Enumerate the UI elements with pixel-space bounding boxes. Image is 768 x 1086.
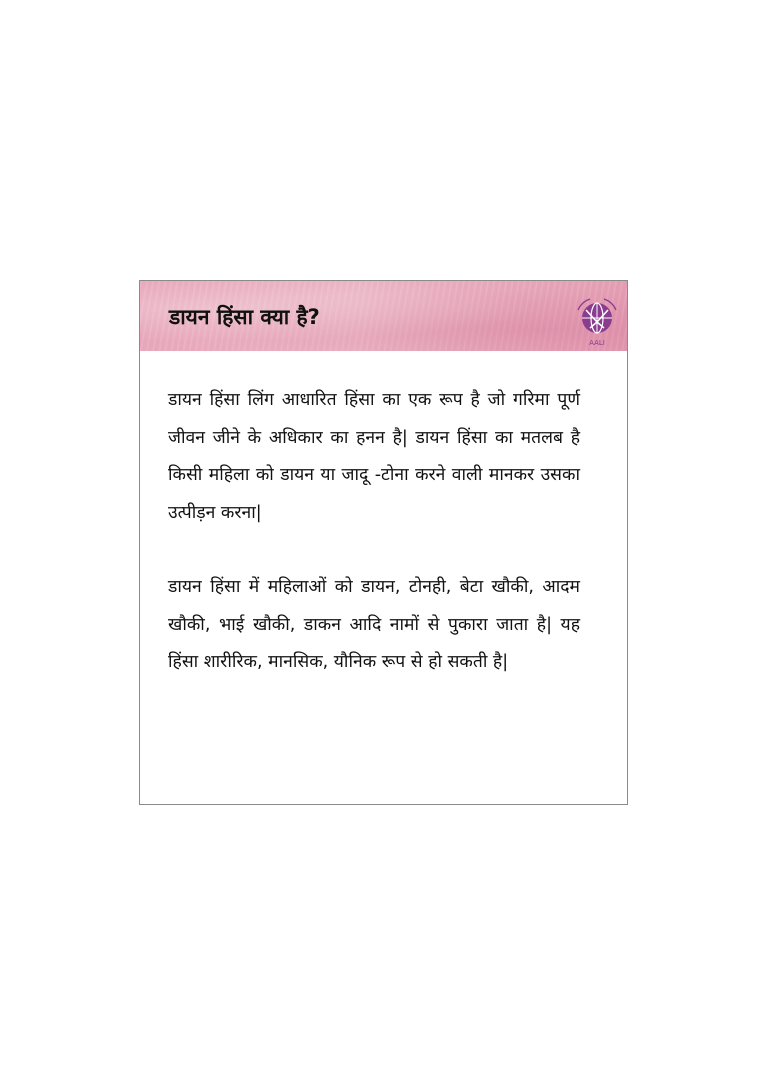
card-title: डायन हिंसा क्या है?	[169, 305, 320, 329]
paragraph-names: डायन हिंसा में महिलाओं को डायन, टोनही, बेटा खौकी, आदम खौकी, भाई खौकी, डाकन आदि नामों से पुकारा जाता है| यह हिंसा शारीरिक, मानसिक, यौनिक रूप से हो सकती है|	[168, 577, 580, 672]
card-body	[168, 382, 580, 682]
aali-logo-icon	[572, 292, 622, 350]
info-card	[139, 280, 628, 805]
paragraph-definition: डायन हिंसा लिंग आधारित हिंसा का एक रूप है जो गरिमा पूर्ण जीवन जीने के अधिकार का हनन है| डायन हिंसा का मतलब है किसी महिला को डायन या जादू -टोना करने वाली मानकर उसका उत्पीड़न करना|	[168, 390, 580, 523]
logo-text: AALI	[589, 339, 605, 347]
card-header	[140, 281, 627, 351]
